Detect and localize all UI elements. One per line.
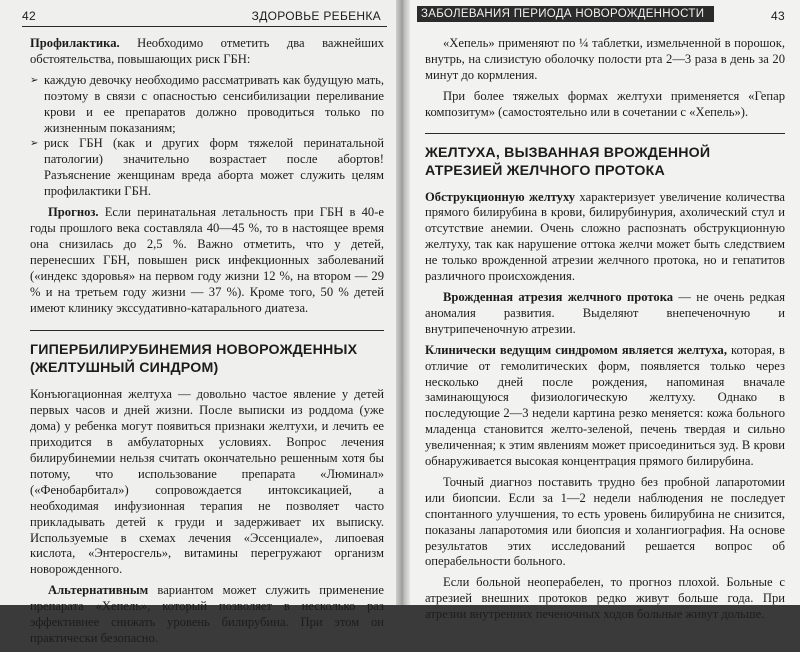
bullet-arrow-icon: ➢ xyxy=(30,74,39,86)
prognosis-lead: Прогноз. xyxy=(48,205,99,220)
list-item-text: каждую девочку необходимо рассматривать как будущую мать, поэтому в связи с опасностью сенсибилизации переливание крови и ее препаратов должно проводиться только по жизненным показаниям; xyxy=(44,72,384,135)
section-heading-atresia: ЖЕЛТУХА, ВЫЗВАННАЯ ВРОЖДЕННОЙ АТРЕЗИЕЙ ЖЕЛЧНОГО ПРОТОКА xyxy=(425,133,785,180)
running-title-left: ЗДОРОВЬЕ РЕБЕНКА xyxy=(251,9,381,23)
prophylaxis-paragraph xyxy=(30,36,384,68)
prognosis-paragraph xyxy=(30,205,384,316)
alternative-lead: Альтернативным xyxy=(48,583,149,598)
list-item-text: риск ГБН (как и других форм тяжелой перинатальной патологии) значительно возрастает после абортов! Разъяснение женщинам вреда аборта может служить целям профилактики ГБН. xyxy=(44,136,384,199)
body-paragraph: Точный диагноз поставить трудно без пробной лапаротомии или биопсии. Если за 1—2 недели наблюдения не последует спонтанного улучшения, то есть уровень билирубина не снизится, показаны лапаротомия или биопсия и холангиография. На основе результатов этих исследований решается вопрос об операбельности больного. xyxy=(425,474,785,569)
atresia-paragraph xyxy=(425,290,785,338)
list-item xyxy=(30,73,384,137)
right-page-text xyxy=(425,36,785,628)
running-header-left xyxy=(22,6,387,27)
prognosis-text: Если перинатальная летальность при ГБН в 40-е годы прошлого века составляла 40—45 %, то в настоящее время она снизилась до 2,5 %. Важно отметить, что у детей, перенесших ГБН, повышен риск инфекционных заболеваний («индекс здоровья» на первом году жизни 12 %, на втором — 29 % и на третьем году жизни — 37 %). Кроме того, 50 % детей имеют клинику экссудативно-катарального диатеза. xyxy=(30,205,384,315)
alternative-text: вариантом может служить применение препарата «Хепель», который позволяет в несколько раз эффективнее снижать уровень билирубина. При этом он практически безопасно. xyxy=(30,583,384,645)
obstruction-text: характеризует увеличение количества прямого билирубина в крови, билирубинурия, ахоличеcкий стул и отсутствие анемии. Очень сложно распознать обструкционную желтуху, так как нарушение оттока желчи может быть следствием не только врожденной атрезии желчного протока, но и гепатитов различного происхождения. xyxy=(425,189,786,284)
running-title-right: ЗАБОЛЕВАНИЯ ПЕРИОДА НОВОРОЖДЕННОСТИ xyxy=(417,6,714,22)
atresia-text: — не очень редкая аномалия развития. Выделяют внепеченочную и внутрипеченочную атрезии. xyxy=(425,289,785,336)
right-page xyxy=(403,0,800,622)
book-gutter xyxy=(396,0,410,605)
left-page-text xyxy=(30,36,384,652)
body-paragraph: Конъюгационная желтуха — довольно частое явление у детей первых часов и дней жизни. После выписки из роддома (уже дома) у ребенка могут появиться признаки желтухи, и лечить ее приходится в амбулаторных условиях. Вопрос лечения билирубинемии нельзя считать окончательно решенным хотя бы потому, что использование препарата «Люминал» («Фенобарбитал») сопровождается интоксикацией, а необходимая инфузионная терапия не позволяет часто прикладывать детей к груди и задерживает их выписку. Используемые в схемах лечения «Эссенциале», липоевая кислота, «Энтеросгель», витамины перегружают организм новорожденного. xyxy=(30,387,384,577)
body-paragraph: Если больной неоперабелен, то прогноз плохой. Больные с атрезией внешних протоков редко живут больше года. При атрезии внутренних печеночных ходов больные живут дольше. xyxy=(425,575,785,622)
atresia-lead: Врожденная атрезия желчного протока xyxy=(443,289,674,304)
page-number-left: 42 xyxy=(22,9,36,23)
left-page xyxy=(0,0,403,645)
list-item xyxy=(30,136,384,200)
obstruction-paragraph xyxy=(425,190,785,285)
section-heading-hyperbilirubinemia: ГИПЕРБИЛИРУБИНЕМИЯ НОВОРОЖДЕННЫХ (ЖЕЛТУШНЫЙ СИНДРОМ) xyxy=(30,330,384,377)
obstruction-lead: Обструкционную желтуху xyxy=(425,189,576,204)
prophylaxis-lead: Профилактика. xyxy=(30,36,120,50)
clinical-paragraph xyxy=(425,343,785,470)
running-header-right xyxy=(417,6,787,26)
page-number-right: 43 xyxy=(771,9,785,23)
risk-list xyxy=(30,73,384,200)
prophylaxis-text: Необходимо отметить два важнейших обстоятельства, повышающих риск ГБН: xyxy=(30,36,384,66)
clinical-text: которая, в отличие от гемолитических форм, появляется только через несколько дней после рождения, напоминая вначале заминающуюся физиологическую желтуху. Однако в последующие 2—3 недели картина резко меняется: кожа больного младенца становится желто-зеленой, печень твердая и сильно увеличенная; к этим явлениям может присоединиться зуд. В крови обнаруживается высокая концентрация прямого билирубина. xyxy=(425,342,785,469)
body-paragraph: При более тяжелых формах желтухи применяется «Гепар композитум» (самостоятельно или в сочетании с «Хепель»). xyxy=(425,88,785,119)
clinical-lead: Клинически ведущим синдромом является желтуха, xyxy=(425,342,727,357)
body-paragraph: «Хепель» применяют по ¼ таблетки, измельченной в порошок, внутрь, на слизистую оболочку полости рта 2—3 раза в день за 20 минут до кормления. xyxy=(425,36,785,82)
bullet-arrow-icon: ➢ xyxy=(30,138,39,150)
alternative-paragraph xyxy=(30,583,384,647)
